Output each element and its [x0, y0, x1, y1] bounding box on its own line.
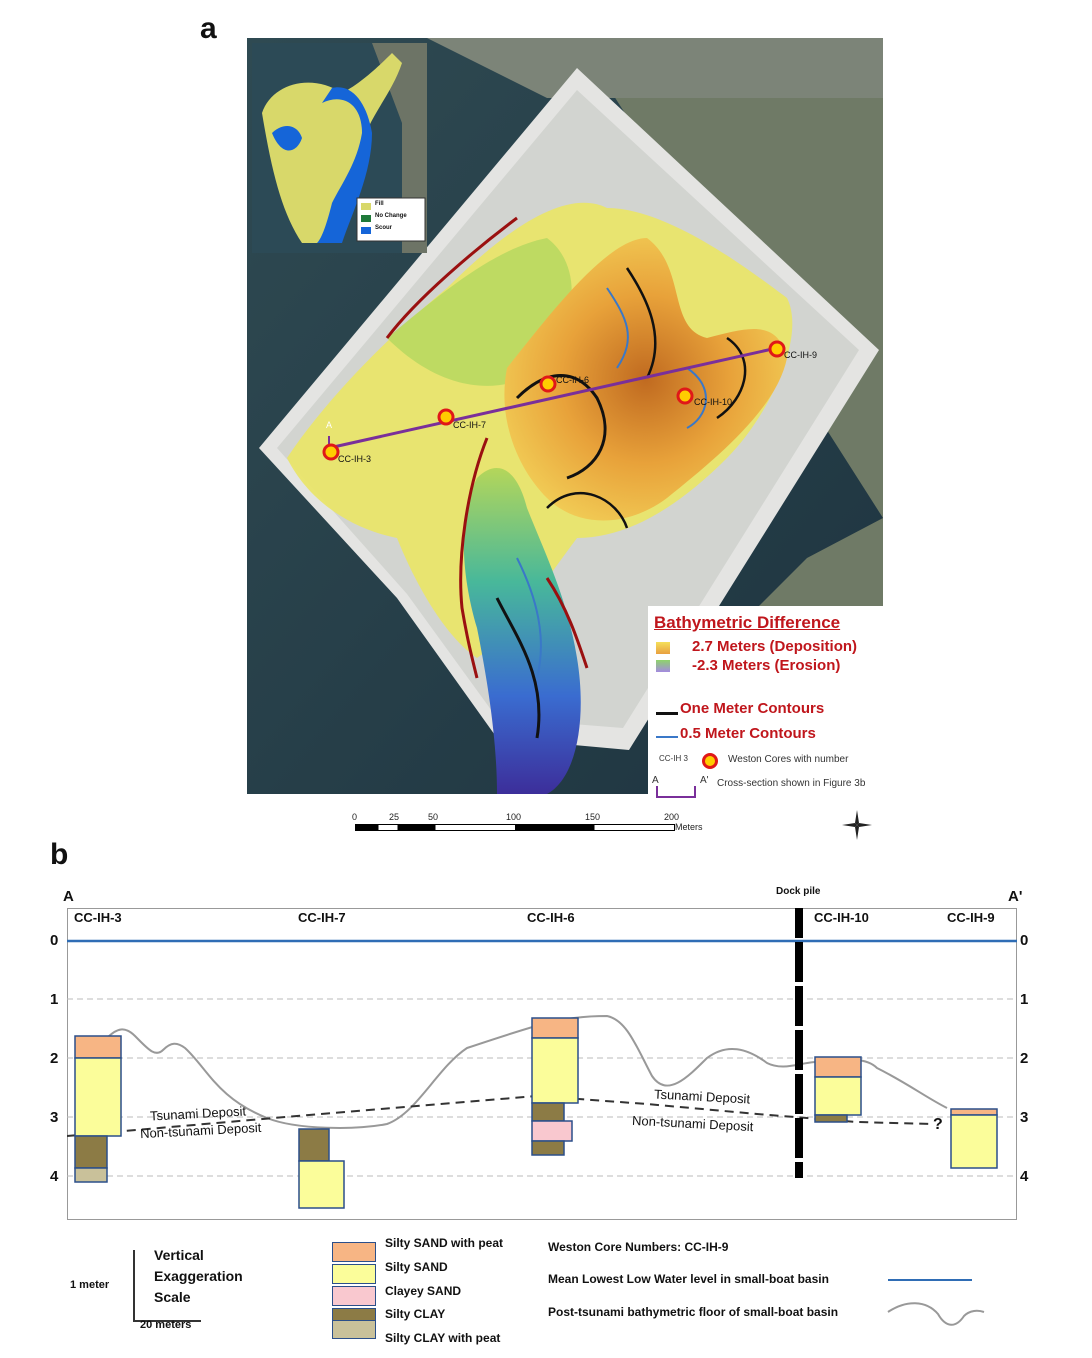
map-label-cc-ih-3: CC-IH-3 [338, 454, 371, 464]
map-label-cc-ih-6: CC-IH-6 [556, 375, 589, 385]
scale-twenty-meters: 20 meters [140, 1319, 192, 1331]
depth-right-1: 1 [1020, 991, 1029, 1008]
inset-legend-nochange: No Change [375, 213, 407, 219]
key-mllw: Mean Lowest Low Water level in small-boat basin [548, 1272, 829, 1286]
panel-b-letter: b [50, 838, 69, 871]
legend-half-meter-swatch [656, 736, 678, 738]
depth-left-0: 0 [50, 932, 59, 949]
lithology-swatch-clayey-sand [332, 1286, 376, 1306]
core-label-cc-ih-7: CC-IH-7 [298, 910, 346, 925]
legend-section-symbol [656, 786, 696, 798]
panel-a-letter: a [200, 12, 217, 45]
lithology-swatch-silty-sand [332, 1264, 376, 1284]
lithology-label-clayey-sand: Clayey SAND [385, 1284, 462, 1298]
core-label-cc-ih-9: CC-IH-9 [947, 910, 995, 925]
map-label-cc-ih-9: CC-IH-9 [784, 350, 817, 360]
legend-a-prime: A' [700, 775, 709, 786]
legend-one-meter: One Meter Contours [680, 700, 825, 717]
legend-half-meter: 0.5 Meter Contours [680, 725, 816, 742]
core-point-cc-ih-6 [541, 377, 555, 391]
legend-a: A [652, 775, 659, 786]
scale-tick-100: 100 [506, 812, 522, 822]
tsunami-deposit-label-right: Tsunami Deposit [653, 1086, 751, 1107]
legend-title: Bathymetric Difference [654, 613, 841, 632]
lithology-label-silty-clay: Silty CLAY [385, 1307, 446, 1321]
core-label-cc-ih-6: CC-IH-6 [527, 910, 575, 925]
legend-section: Cross-section shown in Figure 3b [717, 778, 866, 789]
core-point-cc-ih-10 [678, 389, 692, 403]
map-scale-bar [355, 824, 675, 831]
inset-legend-fill: Fill [375, 201, 384, 207]
legend-ramp-deposition [656, 642, 670, 654]
scale-tick-25: 25 [389, 812, 400, 822]
map-label-cc-ih-10: CC-IH-10 [694, 397, 733, 407]
legend-one-meter-swatch [656, 712, 678, 715]
map-section-start: A [326, 420, 333, 430]
non-tsunami-deposit-label-left: Non-tsunami Deposit [139, 1119, 262, 1142]
uncertain-mark: ? [933, 1116, 943, 1133]
scale-one-meter: 1 meter [70, 1279, 110, 1291]
scale-vertical-text: Vertical [154, 1247, 204, 1263]
depth-right-3: 3 [1020, 1109, 1029, 1126]
legend-core-symbol [702, 753, 718, 769]
tsunami-deposit-label-left: Tsunami Deposit [149, 1103, 247, 1124]
legend-ramp-erosion [656, 660, 670, 672]
core-column-cc-ih-7 [299, 1129, 344, 1208]
key-mllw-line [888, 1279, 972, 1281]
compass-icon [842, 810, 872, 845]
depth-right-2: 2 [1020, 1050, 1029, 1067]
legend-deposition: 2.7 Meters (Deposition) [692, 638, 858, 655]
dock-pile-label: Dock pile [776, 886, 821, 897]
core-column-cc-ih-3 [75, 1036, 121, 1182]
scale-tick-0: 0 [352, 812, 358, 822]
depth-right-4: 4 [1020, 1168, 1029, 1185]
scale-tick-200: 200 [664, 812, 680, 822]
scale-scale-text: Scale [154, 1289, 191, 1305]
lithology-label-silty-clay-peat: Silty CLAY with peat [385, 1331, 501, 1345]
key-floor-line [886, 1298, 986, 1337]
depth-left-4: 4 [50, 1168, 59, 1185]
lithology-label-silty-sand: Silty SAND [385, 1260, 448, 1274]
scale-tick-50: 50 [428, 812, 439, 822]
key-core-numbers: Weston Core Numbers: CC-IH-9 [548, 1240, 729, 1254]
depth-left-1: 1 [50, 991, 59, 1008]
core-column-cc-ih-9 [951, 1109, 997, 1168]
legend-core-example: CC-IH 3 [659, 754, 688, 763]
inset-map [252, 43, 427, 253]
core-point-cc-ih-3 [324, 445, 338, 459]
legend-cores: Weston Cores with number [728, 754, 849, 765]
key-floor: Post-tsunami bathymetric floor of small-boat basin [548, 1305, 839, 1319]
scale-vertical-line [133, 1250, 135, 1322]
depth-right-0: 0 [1020, 932, 1029, 949]
section-end-a-prime: A' [1008, 888, 1023, 905]
section-end-a: A [63, 888, 74, 905]
core-column-cc-ih-6 [532, 1018, 578, 1155]
core-point-cc-ih-9 [770, 342, 784, 356]
scale-tick-150: 150 [585, 812, 601, 822]
depth-left-2: 2 [50, 1050, 59, 1067]
inset-legend-scour: Scour [375, 225, 393, 231]
legend-erosion: -2.3 Meters (Erosion) [692, 657, 841, 674]
depth-left-3: 3 [50, 1109, 59, 1126]
map-label-cc-ih-7: CC-IH-7 [453, 420, 486, 430]
core-label-cc-ih-10: CC-IH-10 [814, 910, 869, 925]
non-tsunami-deposit-label-right: Non-tsunami Deposit [631, 1112, 754, 1135]
core-column-cc-ih-10 [815, 1057, 861, 1122]
scale-exaggeration-text: Exaggeration [154, 1268, 243, 1284]
inset-graphic [252, 43, 427, 253]
scale-unit: Meters [675, 822, 703, 832]
core-point-cc-ih-7 [439, 410, 453, 424]
core-label-cc-ih-3: CC-IH-3 [74, 910, 122, 925]
cross-section-graphic [67, 908, 1017, 1225]
lithology-swatch-silty-clay-peat [332, 1320, 376, 1339]
lithology-label-silty-sand-peat: Silty SAND with peat [385, 1236, 504, 1250]
lithology-swatch-silty-sand-peat [332, 1242, 376, 1262]
